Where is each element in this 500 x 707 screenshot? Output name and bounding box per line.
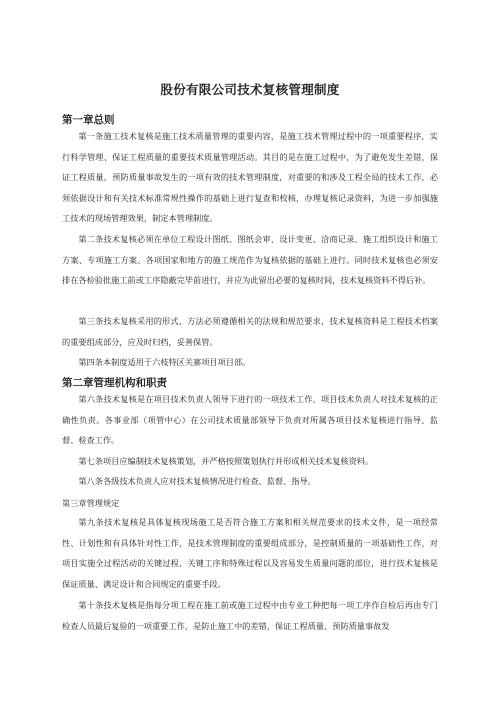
chapter-3-article-9: 第九条技术复核是具体复核现场施工是否符合施工方案和相关规范要求的技术文件，是一项经常性、计划性和有具体针对性工作，是技术管理制度的重要组成部分，是控制质量的一项基础性工作，对项目实施全过程活动的关键过程、关键工序和特殊过程以及容易发生质量问题的部位，进行技术复核是保证质量、满足设计和合同规定的重要手段。 <box>62 517 438 589</box>
chapter-2-article-7: 第七条项目应编制技术复核策划，并严格按照策划执行并形成相关技术复核资料。 <box>78 456 374 466</box>
chapter-3-heading: 第三章管理规定 <box>62 498 120 508</box>
chapter-3-article-10: 第十条技术复核是指每分项工程在施工前或施工过程中由专业工种把每一项工序作自检后再由专门检查人员最后复验的一项重要工作，是防止施工中的差错，保证工程质量、预防质量事故发 <box>62 600 438 631</box>
chapter-1-article-2: 第二条技术复核必须在单位工程设计图纸、图纸会审、设计变更、洽商记录、施工组织设计和施工方案、专项施工方案、各项国家和地方的施工规范作为复核依据的基础上进行。同时技术复核也必须安排在各检验批施工前或工序隐蔽完毕前进行，并应为此留出必要的复核时间，技术复核资料不得后补。 <box>62 234 438 285</box>
document-title: 股份有限公司技术复核管理制度 <box>160 82 340 97</box>
chapter-2-heading: 第二章管理机构和职责 <box>62 377 167 389</box>
chapter-1-article-3: 第三条技术复核采用的形式、方法必须遵循相关的法规和规范要求，技术复核资料是工程技术档案的重要组成部分，应及时归档，妥善保管。 <box>62 316 438 347</box>
chapter-1-article-1: 第一条施工技术复核是施工技术质量管理的重要内容，是施工技术管理过程中的一项重要程序，实行科学管理、保证工程质量的重要技术质量管理活动。其目的是在施工过程中，为了避免发生差错，保证工程质量，预防质量事故发生的一项有效的技术管理制度，对重要的和涉及工程全局的技术工作，必须依据设计和有关技术标准常规性操作的基础上进行复查和校核，办理复核记录资料，为进一步加强施工技术的现场管理效果，制定本管理制度。 <box>62 131 438 223</box>
chapter-1-heading: 第一章总则 <box>62 114 115 126</box>
chapter-1-article-4: 第四条本制度适用于六枝特区关寨项目项目部。 <box>78 357 251 367</box>
chapter-2-article-8: 第八条各级技术负责人应对技术复核情况进行检查、监督、指导。 <box>78 476 316 486</box>
chapter-2-article-6: 第六条技术复核是在项目技术负责人领导下进行的一项技术工作，项目技术负责人对技术复核的正确性负责。各事业部（项管中心）在公司技术质量部领导下负责对所属各项目技术复核进行指导、监督、检查工作。 <box>62 394 438 445</box>
